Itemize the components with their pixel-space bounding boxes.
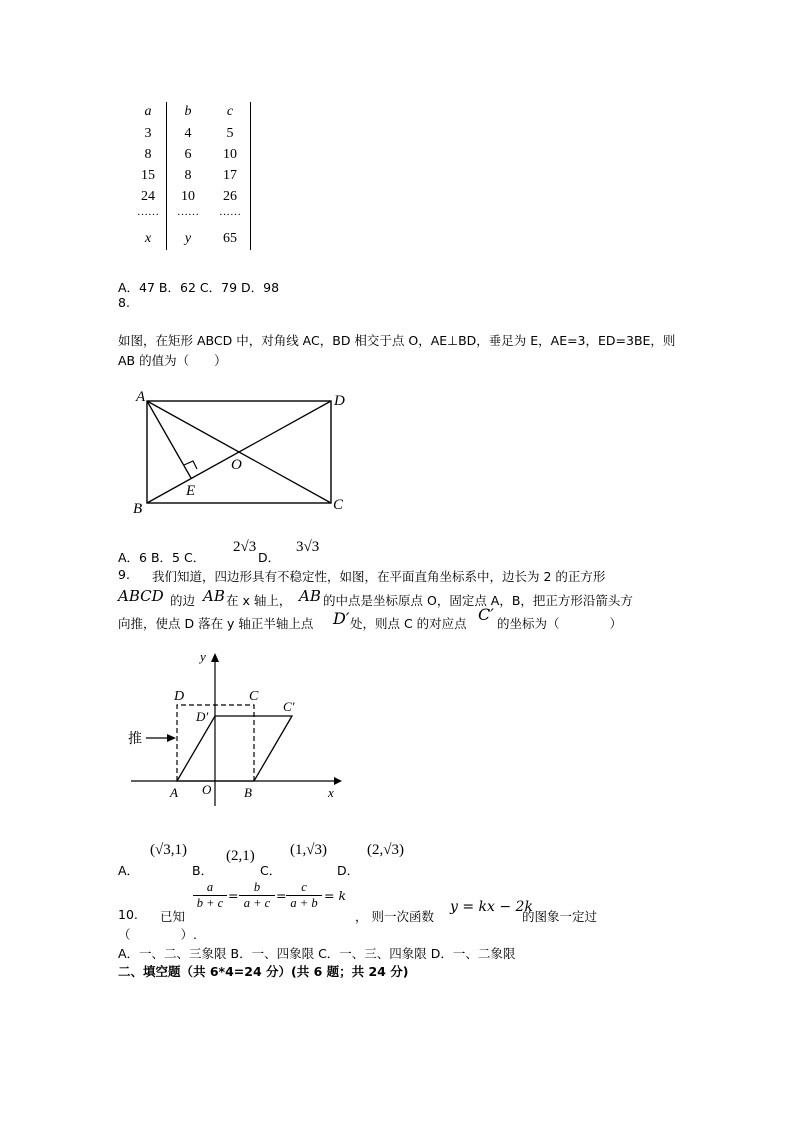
table-cell: …… [219,206,241,218]
table-cell: y [184,231,192,246]
table-cell: 15 [141,168,155,183]
q9-text-line1: 我们知道，四边形具有不稳定性，如图，在平面直角坐标系中，边长为 2 的正方形 [152,569,606,584]
label-B: B [133,501,143,517]
q8-option-d-label: D． [258,550,281,565]
label-A: A [170,785,178,800]
fraction-a: $\frac{a}{b + c}$ [193,880,227,911]
label-C: C [249,689,259,704]
axis-label-y: y [200,649,206,664]
table-header-c: c [226,104,234,119]
table-divider [166,102,167,250]
table-cell: 3 [144,126,152,141]
label-D: D [334,393,345,409]
table-cell: 8 [184,168,192,183]
q9-text: 的中点是坐标原点 O，固定点 A，B，把正方形沿箭头方 [323,593,633,608]
label-B: B [244,785,252,800]
q10-options: A．一、二、三象限 B．一、四象限 C．一、三、四象限 D．一、二象限 [118,946,516,961]
q8-options-ab: A．6 B．5 C． [118,550,206,565]
fraction-c: $\frac{c}{a + b}$ [286,880,322,911]
label-A: A [136,389,146,405]
section-heading: 二、填空题（共 6*4=24 分）(共 6 题；共 24 分) [118,964,409,979]
q9-number: 9. [118,567,130,582]
label-D-prime: D′ [196,709,209,724]
q10-number: 10. [118,907,138,922]
q8-option-c-value: 2√3 [233,539,257,555]
label-D: D [174,689,185,704]
table-cell: …… [177,206,199,218]
table-cell: 17 [223,168,237,183]
q9-ab: AB [299,587,321,605]
q9-coordinate-figure [126,646,348,808]
linear-function: y = kx − 2k [450,899,533,915]
q9-dprime: D′ [333,609,350,628]
label-O: O [231,457,242,473]
q9-option-c: C． [260,863,282,878]
q8-options [118,548,205,566]
q9-option-b-value: (2,1) [226,848,255,864]
q9-text: 的坐标为（ ） [497,616,623,631]
q9-ab: AB [203,587,225,605]
axis-label-x: x [328,785,334,800]
table-cell: 8 [144,147,152,162]
equals-sign: = [228,888,239,903]
fraction-b: $\frac{b}{a + c}$ [239,880,275,911]
q9-option-a-value: (√3,1) [150,842,187,858]
q9-option-d: D． [337,863,360,878]
table-divider [250,102,251,250]
number-table [128,100,258,252]
table-cell: …… [137,206,159,218]
table-header-b: b [184,104,192,119]
q10-text: 已知 [160,909,186,924]
equals-sign: = [276,888,287,903]
table-header-a: a [144,104,152,119]
q8-text-line1: 如图，在矩形 ABCD 中，对角线 AC，BD 相交于点 O，AE⊥BD，垂足为 E，AE=3，ED=3BE，则 [118,333,676,348]
q9-text: 在 x 轴上， [226,593,292,608]
q8-number: 8. [118,295,130,310]
q10-text: 的图象一定过 [522,909,598,924]
table-cell: 24 [141,189,155,204]
table-cell: x [144,231,152,246]
q9-option-b: B． [192,863,214,878]
label-O: O [202,782,212,797]
table-cell: 10 [223,147,237,162]
table-cell: 5 [226,126,234,141]
table-cell: 26 [223,189,237,204]
label-E: E [186,483,196,499]
q8-option-d-value: 3√3 [296,539,320,555]
table-cell: 65 [223,231,237,246]
q9-square-name: ABCD [118,587,164,605]
q10-text: ， 则一次函数 [355,909,434,924]
q9-text: 处，则点 C 的对应点 [350,616,467,631]
q9-cprime: C′ [478,605,494,624]
table-cell: 10 [181,189,195,204]
q9-option-c-value: (1,√3) [290,842,327,858]
q10-answer-blank: （ ）. [118,927,197,942]
label-push: 推 [128,731,142,747]
label-C-prime: C′ [283,699,295,714]
q7-options: A．47 B．62 C．79 D．98 [118,280,280,295]
q9-option-d-value: (2,√3) [367,842,404,858]
table-cell: 6 [184,147,192,162]
q9-text: 的边 [170,593,196,608]
label-C: C [333,497,344,513]
q8-rectangle-figure [128,385,358,520]
q9-option-a: A． [118,863,140,878]
q8-text-line2: AB 的值为（ ） [118,353,227,368]
table-cell: 4 [184,126,192,141]
q9-text: 向推，使点 D 落在 y 轴正半轴上点 [118,616,314,631]
equals-k: = k [324,888,347,903]
